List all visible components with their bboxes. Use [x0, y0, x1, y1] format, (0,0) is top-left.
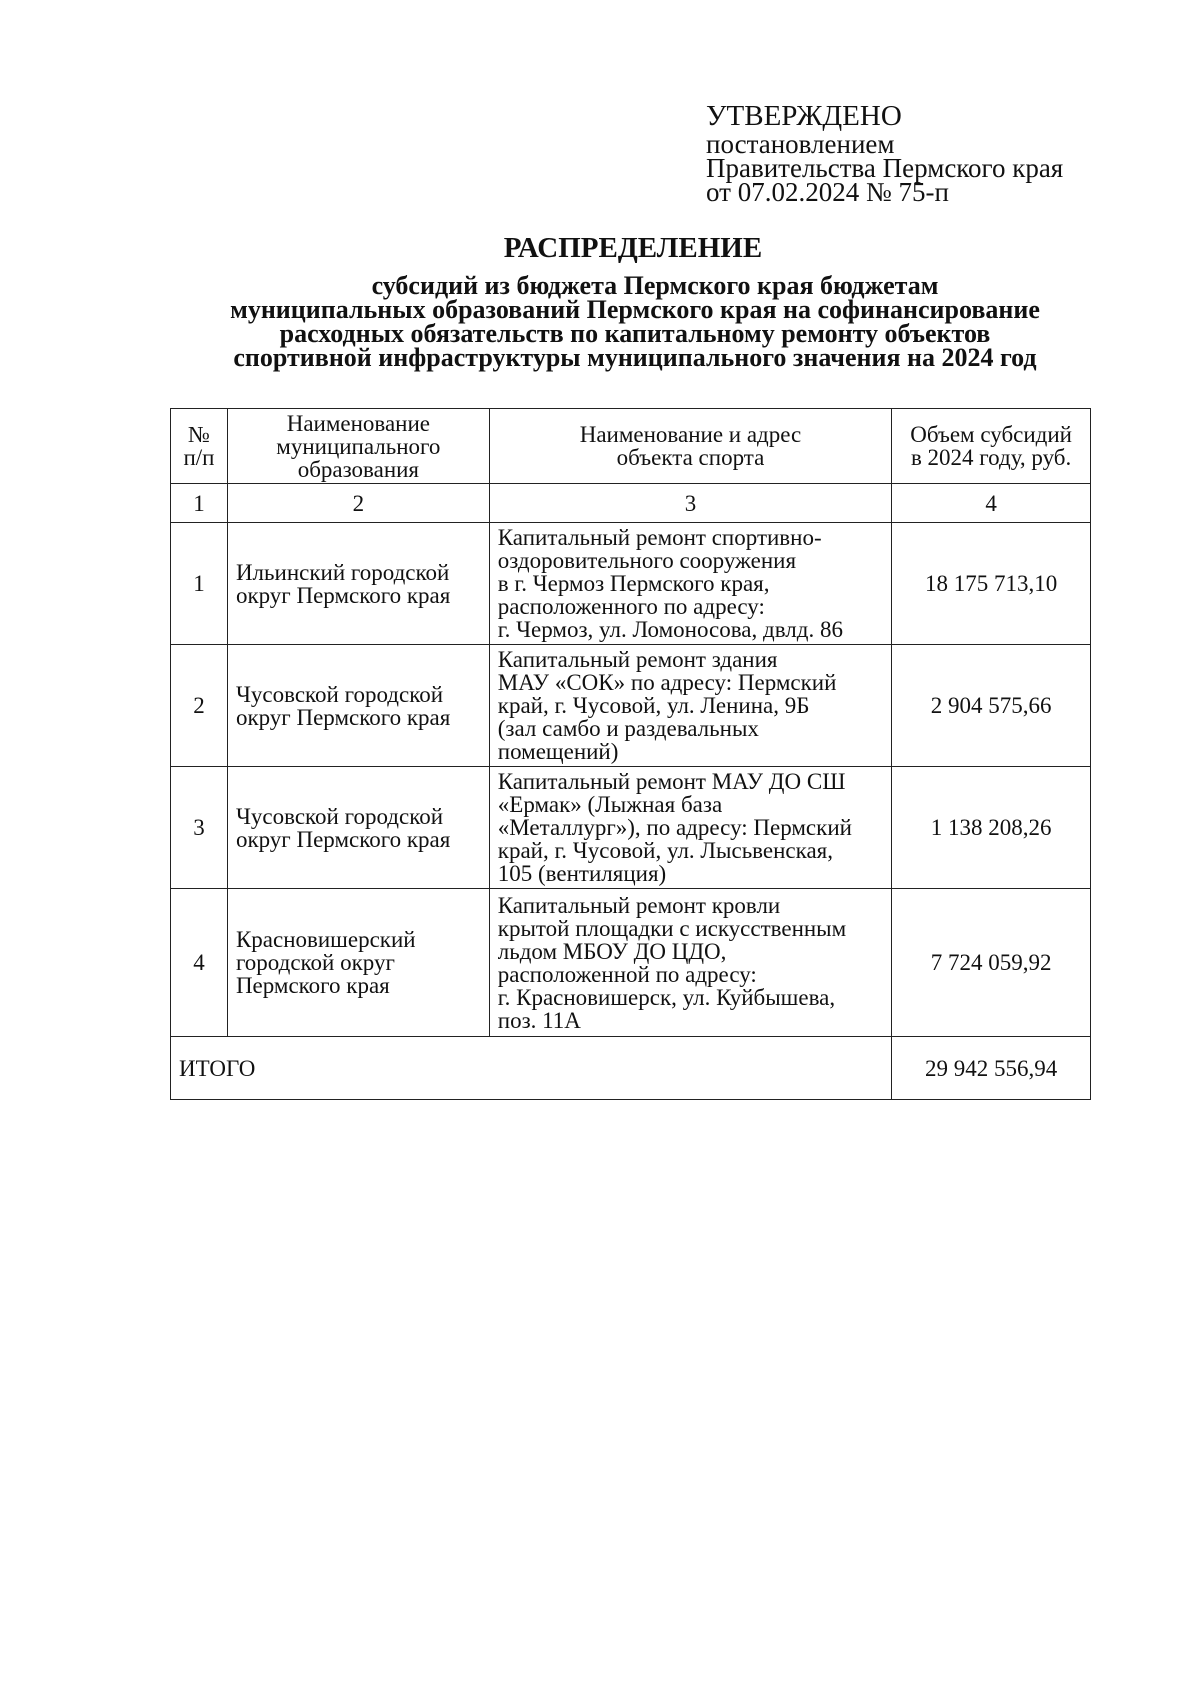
- row-municipality: Ильинский городской округ Пермского края: [227, 523, 489, 645]
- row-amount: 1 138 208,26: [892, 767, 1091, 889]
- column-number: 1: [171, 484, 228, 523]
- total-row: [171, 1037, 1091, 1100]
- distribution-table: [170, 408, 1091, 1100]
- approval-stamp: [706, 100, 1064, 207]
- header-num: № п/п: [171, 409, 228, 484]
- table-row: [171, 523, 1091, 645]
- header-municipality: Наименование муниципального образования: [227, 409, 489, 484]
- row-num: 1: [171, 523, 228, 645]
- approval-title: УТВЕРЖДЕНО: [706, 100, 902, 132]
- subtitle-line: муниципальных образований Пермского края на софинансирование: [230, 295, 1040, 324]
- row-num: 2: [171, 645, 228, 767]
- header-amount: Объем субсидий в 2024 году, руб.: [892, 409, 1091, 484]
- column-number-row: [171, 484, 1091, 523]
- header-object: Наименование и адрес объекта спорта: [489, 409, 891, 484]
- row-municipality: Красновишерский городской округ Пермского края: [227, 889, 489, 1037]
- document-subtitle: [185, 271, 1085, 372]
- subtitle-line: расходных обязательств по капитальному ремонту объектов: [279, 319, 991, 348]
- row-object: Капитальный ремонт кровли крытой площадки с искусственным льдом МБОУ ДО ЦДО, расположенной по адресу: г. Красновишерск, ул. Куйбышева, поз. 11А: [489, 889, 891, 1037]
- row-municipality: Чусовской городской округ Пермского края: [227, 645, 489, 767]
- row-municipality: Чусовской городской округ Пермского края: [227, 767, 489, 889]
- row-num: 3: [171, 767, 228, 889]
- row-amount: 18 175 713,10: [892, 523, 1091, 645]
- total-label: ИТОГО: [171, 1037, 892, 1100]
- row-amount: 2 904 575,66: [892, 645, 1091, 767]
- table-header-row: [171, 409, 1091, 484]
- column-number: 2: [227, 484, 489, 523]
- approval-line: постановлением: [706, 129, 895, 159]
- table-row: [171, 889, 1091, 1037]
- column-number: 4: [892, 484, 1091, 523]
- document-title: РАСПРЕДЕЛЕНИЕ: [503, 232, 763, 264]
- table-row: [171, 645, 1091, 767]
- row-object: Капитальный ремонт МАУ ДО СШ «Ермак» (Лыжная база «Металлург»), по адресу: Пермский край, г. Чусовой, ул. Лысьвенская, 105 (вентиляция): [489, 767, 891, 889]
- approval-line: от 07.02.2024 № 75-п: [706, 177, 949, 207]
- approval-line: Правительства Пермского края: [706, 153, 1064, 183]
- row-object: Капитальный ремонт спортивно- оздоровительного сооружения в г. Чермоз Пермского края, расположенного по адресу: г. Чермоз, ул. Ломоносова, двлд. 86: [489, 523, 891, 645]
- row-num: 4: [171, 889, 228, 1037]
- subtitle-line: субсидий из бюджета Пермского края бюджетам: [371, 271, 939, 300]
- total-amount: 29 942 556,94: [892, 1037, 1091, 1100]
- row-object: Капитальный ремонт здания МАУ «СОК» по адресу: Пермский край, г. Чусовой, ул. Ленина, 9Б (зал самбо и раздевальных помещений): [489, 645, 891, 767]
- row-amount: 7 724 059,92: [892, 889, 1091, 1037]
- table-row: [171, 767, 1091, 889]
- column-number: 3: [489, 484, 891, 523]
- subtitle-line: спортивной инфраструктуры муниципального значения на 2024 год: [233, 343, 1037, 372]
